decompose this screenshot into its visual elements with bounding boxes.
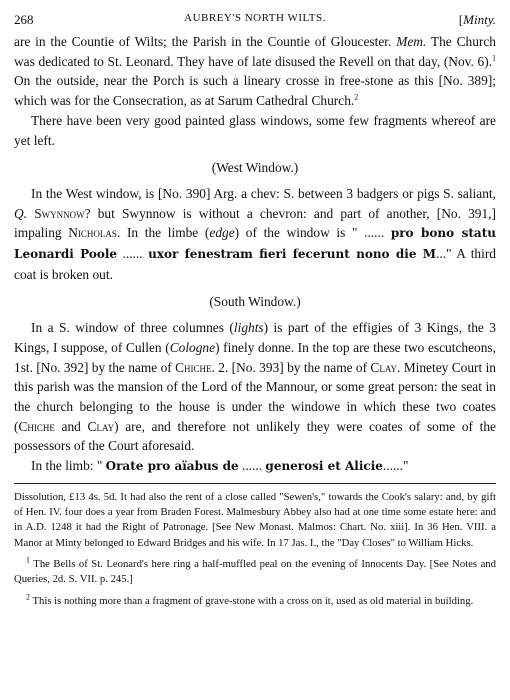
text-run: The Church was dedicated to St. Leonard. They have of late disused the Revell on that day, (Nov. 6). bbox=[14, 34, 496, 69]
text-run: are in the Countie of Wilts; the Parish in the Countie of Gloucester. bbox=[14, 34, 397, 49]
query-mark: Q. bbox=[14, 205, 28, 221]
notes-section bbox=[14, 490, 496, 609]
text-run: ? but Swynnow is without a chevron: and part of another, [No. 391,] impaling bbox=[14, 205, 496, 241]
footnote-ref-1[interactable]: 1 bbox=[492, 53, 496, 63]
text-run: In the West window, is [No. 390] Arg. a chev: S. between 3 badgers or pigs S. saliant, bbox=[31, 185, 496, 201]
name-swynnow: Swynnow bbox=[34, 205, 85, 221]
text-run: ) of the window is " ...... bbox=[234, 225, 391, 241]
text-run: and bbox=[54, 418, 88, 434]
footnote-text: This is nothing more than a fragment of grave-stone with a cross on it, used as old material in building. bbox=[30, 594, 474, 607]
name-chiche: Chiche bbox=[18, 418, 55, 434]
paragraph-limb bbox=[14, 456, 496, 477]
text-run: ..." A third coat is broken out. bbox=[14, 246, 496, 282]
section-name: Minty. bbox=[463, 12, 496, 27]
text-run: ) finely donne. In the top are these two escutcheons, 1st. [No. 392] by the name of bbox=[14, 339, 496, 375]
footnote-ref-2[interactable]: 2 bbox=[354, 92, 359, 102]
text-run: In the limb: " bbox=[31, 458, 106, 474]
footnote-text: The Bells of St. Leonard's here ring a half-muffled peal on the evening of Innocents Day. [See Notes and Queries, 2d. S. VII. p. 245.] bbox=[14, 557, 496, 586]
footnote-1 bbox=[14, 557, 496, 588]
blackletter-inscription: uxor fenestram fieri fecerunt nono die M bbox=[148, 247, 437, 262]
page-header bbox=[14, 8, 496, 30]
name-clay: Clay bbox=[87, 418, 115, 434]
name-chiche: Chiche bbox=[175, 359, 212, 375]
text-run: . In the limbe ( bbox=[116, 225, 210, 241]
text-run: ) are, and therefore not unlikely they were coates of some of the possessors of the Court aforesaid. bbox=[14, 418, 497, 454]
name-nicholas: Nicholas bbox=[68, 225, 117, 241]
text-run: ......" bbox=[382, 458, 409, 474]
section-label bbox=[459, 12, 496, 28]
note-dissolution: Dissolution, £13 4s. 5d. It had also the rent of a close called "Sewen's," towards the Cook's salary: and, by gift of Hen. IV. four does a year from Braden Forest. Malmesbury Abbey also had at one time some estate here: and in A.D. 1248 it had the Right of Patronage. [See New Monast. Malmos: Chart. No. xiii]. In 36 Hen. VIII. a Manor at Minty belonged to Edward Bridges and his wife. In 17 Jas. I., the "Day Closes" to William Hicks. bbox=[14, 490, 496, 549]
text-run: On the outside, near the Porch is such a lineary crosse in free-stone as this [No. 389]; which was for the Consecration, as at Sarum Cathedral Church. bbox=[14, 73, 496, 109]
footnote-mark-1: 1 bbox=[26, 555, 30, 565]
notes-divider bbox=[14, 483, 496, 484]
blackletter-inscription: Orate pro aïabus de bbox=[105, 459, 239, 474]
paragraph-church bbox=[14, 32, 496, 111]
text-run: In a S. window of three columnes ( bbox=[31, 320, 234, 336]
gloss-lights: lights bbox=[233, 320, 264, 336]
heading-west-window: (West Window.) bbox=[211, 160, 299, 176]
heading-south-window: (South Window.) bbox=[209, 294, 301, 310]
mem-label: Mem. bbox=[396, 34, 427, 49]
name-clay: Clay bbox=[370, 359, 398, 375]
main-text bbox=[14, 32, 496, 477]
text-run: ) is part of the effigies of 3 Kings, the 3 Kings, I suppose, of Cullen ( bbox=[14, 320, 496, 355]
paragraph-south-window bbox=[14, 318, 496, 456]
blackletter-inscription: pro bono statu Leonardi Poole bbox=[14, 226, 496, 262]
blackletter-inscription: generosi et Alicie bbox=[265, 459, 383, 474]
running-title: AUBREY'S NORTH WILTS. bbox=[184, 12, 326, 24]
text-run: . 2. [No. 393] by the name of bbox=[211, 359, 371, 375]
paragraph-glass: There have been very good painted glass windows, some few fragments whereof are yet left. bbox=[14, 112, 496, 148]
text-run: ...... bbox=[238, 458, 266, 474]
footnote-mark-2: 2 bbox=[26, 591, 30, 601]
paragraph-west-window bbox=[14, 184, 496, 285]
section-bracket: [ bbox=[458, 12, 464, 27]
page-number: 268 bbox=[14, 12, 34, 27]
text-run: ...... bbox=[117, 246, 149, 262]
footnote-2 bbox=[14, 591, 496, 609]
gloss-edge: edge bbox=[209, 225, 235, 241]
gloss-cologne: Cologne bbox=[169, 339, 216, 355]
text-run: . Minetey Court in this parish was the mansion of the Lord of the Mannour, or some great person: the seat in the church belonging to the house is under the windowe in which these two coates ( bbox=[14, 359, 496, 434]
